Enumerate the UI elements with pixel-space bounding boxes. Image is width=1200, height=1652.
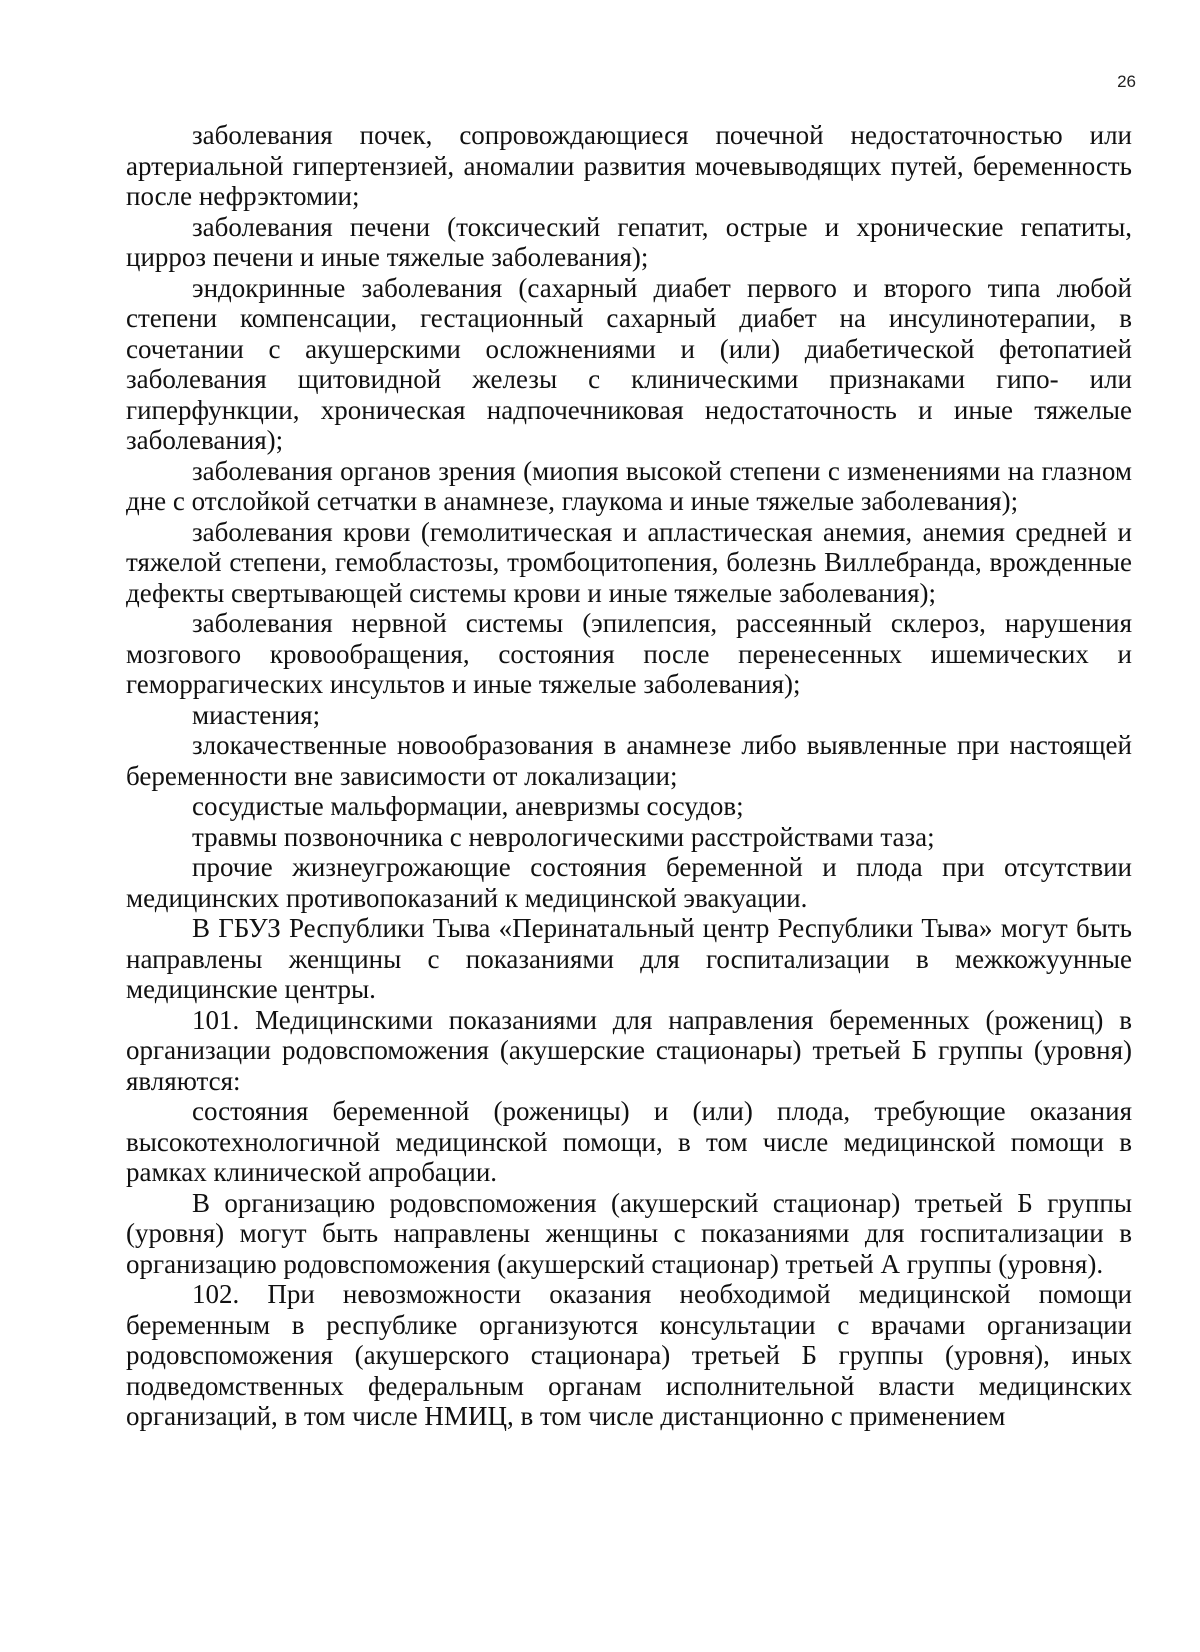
document-body (126, 120, 1132, 1432)
paragraph-endocrine-diseases: эндокринные заболевания (сахарный диабет первого и второго типа любой степени компенсации, гестационный сахарный диабет на инсулинотерапии, в сочетании с акушерскими осложнениями и (или) диабетической фетопатией заболевания щитовидной железы с клиническими признаками гипо- или гиперфункции, хроническая надпочечниковая недостаточность и иные тяжелые заболевания); (126, 272, 1132, 455)
paragraph-spinal-injuries: травмы позвоночника с неврологическими расстройствами таза; (192, 821, 935, 852)
paragraph-perinatal-center: В ГБУЗ Республики Тыва «Перинатальный центр Республики Тыва» могут быть направлены женщины с показаниями для госпитализации в межкожуунные медицинские центры. (126, 913, 1132, 1004)
paragraph-item-102: 102. При невозможности оказания необходимой медицинской помощи беременным в республике организуются консультации с врачами организации родовспоможения (акушерского стационара) третьей Б группы (уровня), иных подведомственных федеральным органам исполнительной власти медицинских организаций, в том числе НМИЦ, в том числе дистанционно с применением (126, 1279, 1132, 1431)
paragraph-other-conditions: прочие жизнеугрожающие состояния беременной и плода при отсутствии медицинских противопоказаний к медицинской эвакуации. (126, 852, 1132, 913)
paragraph-liver-diseases: заболевания печени (токсический гепатит, острые и хронические гепатиты, цирроз печени и иные тяжелые заболевания); (126, 211, 1132, 272)
paragraph-item-101: 101. Медицинскими показаниями для направления беременных (рожениц) в организации родовспоможения (акушерские стационары) третьей Б группы (уровня) являются: (126, 1004, 1132, 1096)
paragraph-eye-diseases: заболевания органов зрения (миопия высокой степени с изменениями на глазном дне с отслойкой сетчатки в анамнезе, глаукома и иные тяжелые заболевания); (126, 455, 1132, 516)
page-number: 26 (1117, 72, 1136, 91)
paragraph-vascular-malformations: сосудистые мальформации, аневризмы сосудов; (192, 791, 744, 821)
paragraph-kidney-diseases: заболевания почек, сопровождающиеся почечной недостаточностью или артериальной гипертензией, аномалии развития мочевыводящих путей, беременность после нефрэктомии; (126, 120, 1132, 211)
paragraph-level-3b-referral: В организацию родовспоможения (акушерский стационар) третьей Б группы (уровня) могут быть направлены женщины с показаниями для госпитализации в организацию родовспоможения (акушерский стационар) третьей А группы (уровня). (126, 1187, 1132, 1279)
paragraph-nervous-system-diseases: заболевания нервной системы (эпилепсия, рассеянный склероз, нарушения мозгового кровообращения, состояния после перенесенных ишемических и геморрагических инсультов и иные тяжелые заболевания); (126, 608, 1132, 699)
paragraph-myasthenia: миастения; (192, 699, 321, 730)
paragraph-malignant-neoplasms: злокачественные новообразования в анамнезе либо выявленные при настоящей беременности вне зависимости от локализации; (126, 730, 1132, 791)
paragraph-high-tech-care: состояния беременной (роженицы) и (или) плода, требующие оказания высокотехнологичной медицинской помощи, в том числе медицинской помощи в рамках клинической апробации. (126, 1096, 1132, 1187)
paragraph-blood-diseases: заболевания крови (гемолитическая и апластическая анемия, анемия средней и тяжелой степени, гемобластозы, тромбоцитопения, болезнь Виллебранда, врожденные дефекты свертывающей системы крови и иные тяжелые заболевания); (126, 516, 1132, 608)
